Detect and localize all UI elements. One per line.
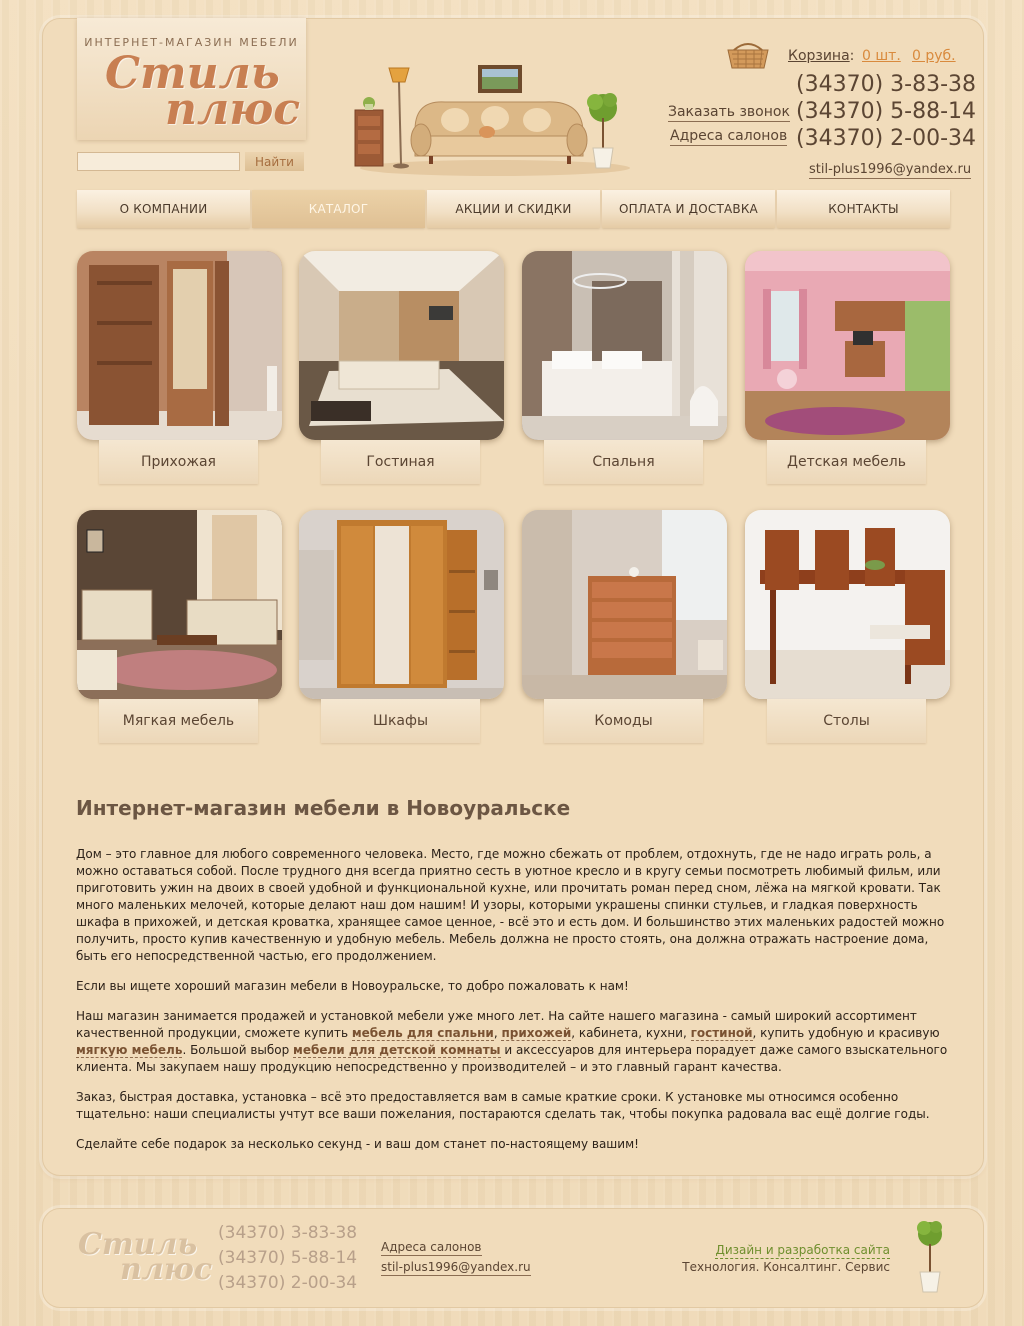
- logo-line1: Стиль: [105, 48, 280, 99]
- main-nav: [77, 190, 950, 228]
- footer-logo[interactable]: [78, 1227, 213, 1288]
- article-paragraph-3: Наш магазин занимается продажей и установкой мебели уже много лет. На сайте нашего магазина - самый широкий ассортимент качественной продукции, сможете купить мебель для спальни, прихожей, кабинета, кухни, гостиной, купить удобную и красивую мягкую мебель. Большой выбор мебели для детской комнаты и аксессуаров для интерьера порадует даже самого взыскательного клиента. Мы закупаем нашу продукцию непосредственно у производителей – и это главный гарант качества.: [76, 1009, 948, 1074]
- catalog-label-dressers[interactable]: Комоды: [544, 699, 703, 743]
- header-phone-1: (34370) 3-83-38: [796, 72, 977, 97]
- footer-logo-line2: плюс: [120, 1252, 213, 1287]
- catalog-label-kids[interactable]: Детская мебель: [767, 440, 926, 484]
- catalog-image-tables[interactable]: [745, 510, 950, 699]
- nav-item-payment-delivery[interactable]: ОПЛАТА И ДОСТАВКА: [602, 190, 775, 228]
- cart-count[interactable]: 0 шт.: [862, 48, 901, 64]
- footer-phone-3: (34370) 2-00-34: [218, 1273, 358, 1293]
- site-logo[interactable]: [77, 18, 306, 140]
- catalog-image-hallway[interactable]: [77, 251, 282, 440]
- link-soft-furniture[interactable]: мягкую мебель: [76, 1043, 183, 1057]
- order-call-link[interactable]: Заказать звонок: [668, 104, 790, 120]
- search-button[interactable]: Найти: [245, 152, 304, 171]
- catalog-label-living-room[interactable]: Гостиная: [321, 440, 480, 484]
- catalog-image-kids[interactable]: [745, 251, 950, 440]
- footer-logo-line1: Стиль: [78, 1227, 198, 1262]
- catalog-label-hallway[interactable]: Прихожая: [99, 440, 258, 484]
- catalog-image-dressers[interactable]: [522, 510, 727, 699]
- search-input[interactable]: [77, 152, 240, 171]
- catalog-label-soft-furniture[interactable]: Мягкая мебель: [99, 699, 258, 743]
- article-paragraph-4: Заказ, быстрая доставка, установка – всё это предоставляется вам в самые краткие сроки. К установке мы относимся особенно тщательно: наши специалисты учтут все ваши пожелания, постараются сделать так, чтобы покупка радовала вас ещё долгие годы.: [76, 1090, 930, 1121]
- catalog-label-tables[interactable]: Столы: [767, 699, 926, 743]
- link-living-room[interactable]: гостиной: [690, 1026, 753, 1040]
- catalog-image-wardrobes[interactable]: [299, 510, 504, 699]
- logo-tagline: ИНТЕРНЕТ-МАГАЗИН МЕБЕЛИ: [84, 36, 299, 49]
- nav-item-contacts[interactable]: КОНТАКТЫ: [777, 190, 950, 228]
- nav-item-catalog[interactable]: КАТАЛОГ: [252, 190, 425, 228]
- header-email-link[interactable]: stil-plus1996@yandex.ru: [809, 162, 972, 177]
- link-hallway[interactable]: прихожей: [501, 1026, 572, 1040]
- catalog-image-living-room[interactable]: [299, 251, 504, 440]
- link-kids-furniture[interactable]: мебели для детской комнаты: [293, 1043, 501, 1057]
- link-bedroom-furniture[interactable]: мебель для спальни: [351, 1026, 494, 1040]
- salon-addresses-link[interactable]: Адреса салонов: [670, 128, 788, 144]
- catalog-image-soft-furniture[interactable]: [77, 510, 282, 699]
- nav-item-promotions[interactable]: АКЦИИ И СКИДКИ: [427, 190, 600, 228]
- cart-label[interactable]: Корзина:: [788, 48, 855, 64]
- header-phone-2: (34370) 5-88-14: [796, 99, 977, 124]
- cart-sum[interactable]: 0 руб.: [912, 48, 956, 64]
- footer-email-link[interactable]: stil-plus1996@yandex.ru: [381, 1260, 531, 1274]
- logo-line2: плюс: [165, 84, 301, 135]
- article-paragraph-1: Дом – это главное для любого современного человека. Место, где можно сбежать от проблем, отдохнуть, где не надо играть роль, а можно оставаться собой. После трудного дня всегда приятно сесть в уютное кресло и в кругу семьи посмотреть любимый фильм, или приготовить ужин на двоих в своей удобной и функциональной кухне, или прочитать роман перед сном, лёжа на мягкой кровати. Так много маленьких мелочей, которые делают наш дом нашим! И узоры, которыми украшены спинки стульев, и гладкая поверхность шкафа в прихожей, и детская кроватка, хранящее самое ценное, - всё это и есть дом. И большинство этих маленьких радостей можно получить, просто купив качественную и удобную мебель. Мебель должна не просто стоять, она должна отражать настроение дома, быть его непосредственной частью, его продолжением.: [76, 847, 945, 963]
- nav-item-about[interactable]: О КОМПАНИИ: [77, 190, 250, 228]
- article-paragraph-2: Если вы ищете хороший магазин мебели в Новоуральске, то добро пожаловать к нам!: [76, 979, 629, 993]
- article-paragraph-5: Сделайте себе подарок за несколько секунд - и ваш дом станет по-настоящему вашим!: [76, 1137, 639, 1151]
- design-developer-link[interactable]: Дизайн и разработка сайта: [715, 1243, 890, 1257]
- article-title: Интернет-магазин мебели в Новоуральске: [76, 796, 571, 820]
- header-phone-3: (34370) 2-00-34: [796, 126, 977, 151]
- article-body: [76, 846, 948, 1166]
- catalog-label-wardrobes[interactable]: Шкафы: [321, 699, 480, 743]
- logo-script: [105, 48, 301, 136]
- catalog-image-bedroom[interactable]: [522, 251, 727, 440]
- developer-tagline: Технология. Консалтинг. Сервис: [682, 1260, 890, 1274]
- cart-basket-icon[interactable]: [724, 38, 772, 72]
- catalog-label-bedroom[interactable]: Спальня: [544, 440, 703, 484]
- footer-phone-1: (34370) 3-83-38: [218, 1223, 358, 1243]
- header-furniture-illustration: [345, 40, 630, 180]
- potted-plant-icon: [912, 1218, 948, 1294]
- footer-addresses-link[interactable]: Адреса салонов: [381, 1240, 482, 1254]
- footer-phone-2: (34370) 5-88-14: [218, 1248, 358, 1268]
